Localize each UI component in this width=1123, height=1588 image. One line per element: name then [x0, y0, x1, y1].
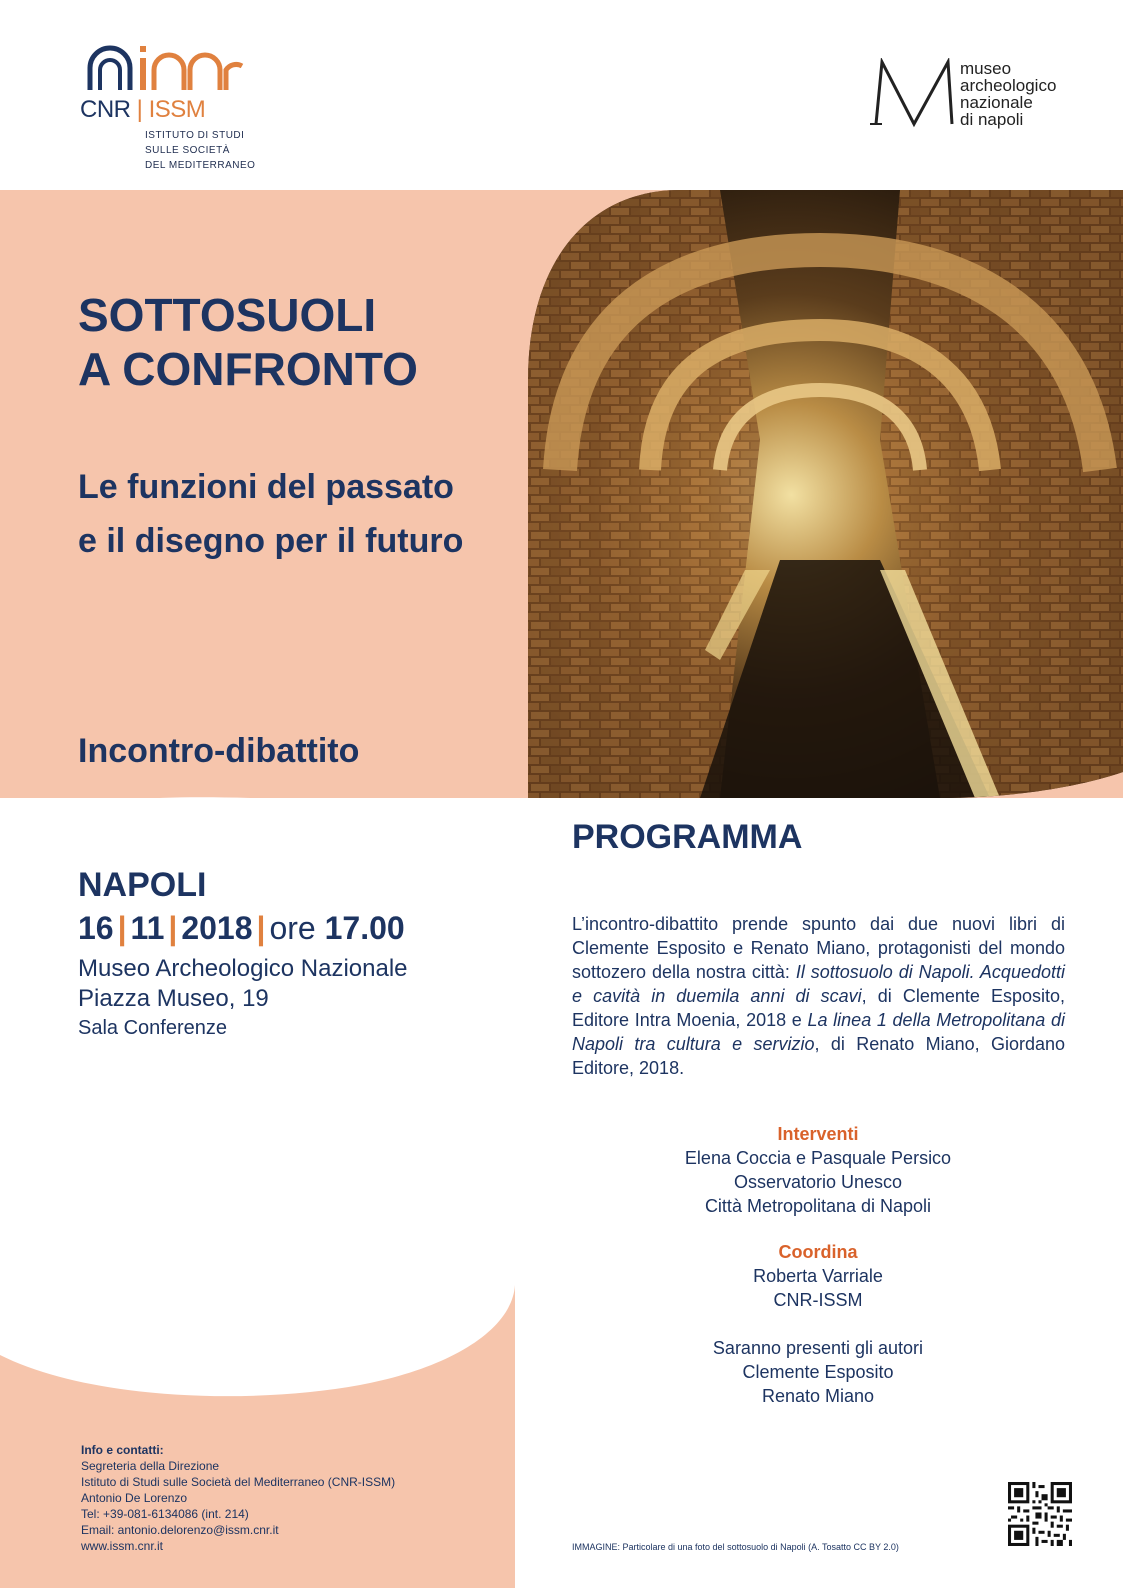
museum-line: archeologico — [960, 76, 1057, 95]
coordina-line: Roberta Varriale — [753, 1266, 883, 1286]
museum-line: nazionale — [960, 93, 1033, 112]
info-heading: Info e contatti: — [81, 1443, 164, 1457]
date-time — [78, 910, 405, 947]
cnr-logo-text: CNR — [80, 96, 131, 123]
book-title: Il sottosuolo di Napoli. Acquedotti e cavità in duemila anni di scavi — [572, 962, 1065, 1006]
date-day: 16 — [78, 910, 114, 946]
cnr-subtitle-line: ISTITUTO DI STUDI — [145, 130, 245, 141]
interventi-line: Osservatorio Unesco — [733, 1172, 903, 1192]
book-title: La linea 1 della Metropolitana di Napoli tra cultura e servizio — [572, 1010, 1065, 1054]
autori-line: Saranno presenti gli autori — [712, 1338, 924, 1358]
autori-line: Renato Miano — [761, 1386, 875, 1406]
coordina-line: CNR-ISSM — [773, 1290, 863, 1310]
info-line: Tel: +39-081-6134086 (int. 214) — [81, 1507, 249, 1521]
interventi-heading: Interventi — [777, 1124, 859, 1144]
cnr-subtitle-line: SULLE SOCIETÀ — [145, 145, 230, 156]
date-separator: | — [117, 910, 127, 946]
info-line: Segreteria della Direzione — [81, 1459, 220, 1473]
main-title — [78, 288, 418, 396]
info-email[interactable]: Email: antonio.delorenzo@issm.cnr.it — [81, 1523, 279, 1537]
interventi-section — [618, 1122, 1018, 1218]
date-month: 11 — [130, 910, 165, 946]
programma-heading: PROGRAMMA — [572, 818, 803, 856]
museum-logo-mark — [870, 58, 960, 128]
programma-text: , di Renato Miano, Giordano Editore, 2018. — [572, 1034, 1065, 1078]
info-line: Antonio De Lorenzo — [81, 1491, 188, 1505]
info-contacts — [81, 1442, 501, 1554]
programma-paragraph — [572, 912, 1065, 1080]
city: NAPOLI — [78, 866, 207, 904]
main-title-line: SOTTOSUOLI — [78, 289, 377, 341]
info-website[interactable]: www.issm.cnr.it — [81, 1539, 164, 1553]
main-title-line: A CONFRONTO — [78, 343, 418, 395]
subtitle — [78, 460, 463, 568]
info-line: Istituto di Studi sulle Società del Mediterraneo (CNR-ISSM) — [81, 1475, 396, 1489]
venue-room: Sala Conferenze — [78, 1017, 227, 1039]
autori-section — [618, 1336, 1018, 1408]
subtitle-line: e il disegno per il futuro — [78, 522, 464, 560]
cnr-subtitle-line: DEL MEDITERRANEO — [145, 160, 256, 171]
museum-logo — [870, 58, 1090, 138]
venue — [78, 954, 408, 1014]
interventi-line: Città Metropolitana di Napoli — [704, 1196, 932, 1216]
cnr-issm-logo-mark — [80, 40, 250, 96]
subtitle-line: Le funzioni del passato — [78, 468, 454, 506]
date-year: 2018 — [181, 910, 253, 946]
qr-code-icon[interactable] — [1008, 1482, 1072, 1546]
programma-text: L’incontro-dibattito prende spunto dai due nuovi libri di Clemente Esposito e Renato Miano, protagonisti del mondo sottozero della nostra città: — [572, 914, 1065, 982]
museum-line: di napoli — [960, 110, 1024, 129]
cnr-issm-logo: CNR | ISSM ISTITUTO DI STUDI SULLE SOCIETÀ DEL MEDITERRANEO — [80, 40, 260, 180]
image-credit: IMMAGINE: Particolare di una foto del sottosuolo di Napoli (A. Tosatto CC BY 2.0) — [572, 1542, 899, 1552]
museum-line: museo — [960, 59, 1012, 78]
coordina-heading: Coordina — [778, 1242, 858, 1262]
date-separator: | — [168, 910, 178, 946]
tunnel-photo — [520, 190, 1123, 800]
event-type: Incontro-dibattito — [78, 732, 360, 770]
time-value: 17.00 — [324, 910, 405, 946]
venue-address: Piazza Museo, 19 — [78, 985, 269, 1012]
time-prefix: ore — [269, 910, 316, 946]
issm-logo-text: ISSM — [148, 96, 206, 123]
date-separator: | — [256, 910, 266, 946]
interventi-line: Elena Coccia e Pasquale Persico — [684, 1148, 952, 1168]
autori-line: Clemente Esposito — [742, 1362, 894, 1382]
programma-text: , di Clemente Esposito, Editore Intra Moenia, 2018 e — [572, 986, 1066, 1030]
coordina-section — [618, 1240, 1018, 1312]
venue-name: Museo Archeologico Nazionale — [78, 955, 408, 982]
